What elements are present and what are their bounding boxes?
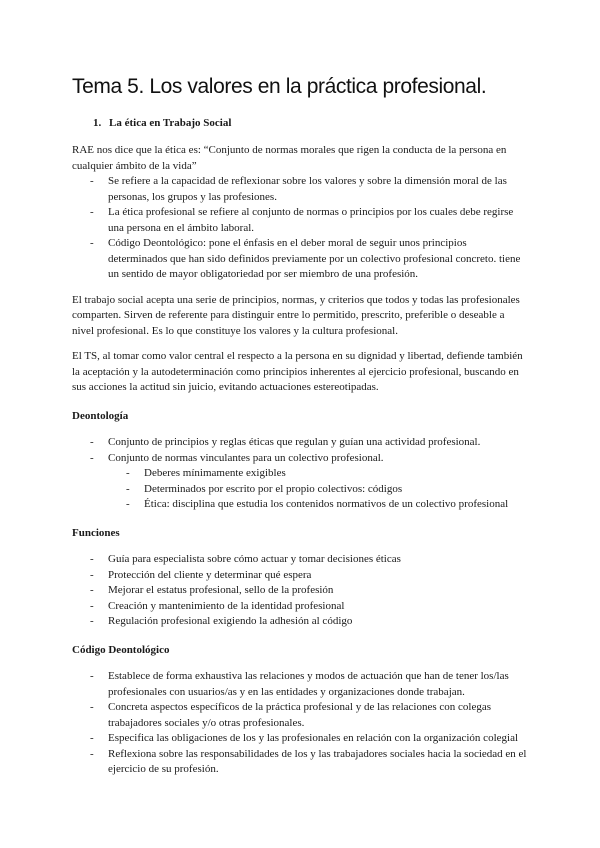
codigo-heading: Código Deontológico: [72, 643, 170, 656]
section-title: La ética en Trabajo Social: [109, 117, 232, 129]
list-item: - La ética profesional se refiere al conjunto de normas o principios por los cuales debe regirse una persona en el ámbito laboral.: [72, 205, 527, 236]
codigo-list: [72, 669, 527, 778]
list-item: - Deberes mínimamente exigibles: [72, 466, 527, 482]
deontologia-sublist: [72, 466, 527, 513]
list-item: - Concreta aspectos específicos de la práctica profesional y de las relaciones con colegas trabajadores sociales y/o otras profesionales.: [72, 700, 527, 731]
intro-paragraph: RAE nos dice que la ética es: “Conjunto de normas morales que rigen la conducta de la persona en cualquier ámbito de la vida”: [72, 144, 507, 172]
list-item: - Especifica las obligaciones de los y las profesionales en relación con la organización colegial: [72, 731, 527, 747]
list-item: - Guía para especialista sobre cómo actuar y tomar decisiones éticas: [72, 552, 527, 568]
deontologia-list: [72, 435, 527, 466]
list-item: - Se refiere a la capacidad de reflexionar sobre los valores y sobre la dimensión moral de las personas, los grupos y las profesiones.: [72, 174, 527, 205]
list-item: - Protección del cliente y determinar qué espera: [72, 568, 527, 584]
deontologia-heading: Deontología: [72, 409, 129, 422]
list-item: - Regulación profesional exigiendo la adhesión al código: [72, 614, 527, 630]
paragraph: El TS, al tomar como valor central el respecto a la persona en su dignidad y libertad, defiende también la aceptación y la autodeterminación como principios inherentes al ejercicio profesional, buscando en sus acciones la actitud sin juicio, evitando actuaciones estereotipadas.: [72, 350, 523, 393]
list-item: - Reflexiona sobre las responsabilidades de los y las trabajadores sociales hacia la sociedad en el ejercicio de su profesión.: [72, 747, 527, 778]
list-item: - Establece de forma exhaustiva las relaciones y modos de actuación que han de tener los/las profesionales con usuarios/as y en las entidades y organizaciones donde trabajan.: [72, 669, 527, 700]
document-body: [72, 143, 527, 778]
paragraph: El trabajo social acepta una serie de principios, normas, y criterios que todos y todas las profesionales comparten. Sirven de referente para distinguir entre lo permitido, prescrito, preferible o deseable a nivel profesional. Es lo que constituye los valores y la cultura profesional.: [72, 293, 520, 337]
list-item: - Mejorar el estatus profesional, sello de la profesión: [72, 583, 527, 599]
list-item: - Ética: disciplina que estudia los contenidos normativos de un colectivo profesional: [72, 497, 527, 513]
section-number: 1.: [93, 117, 102, 129]
list-item: - Código Deontológico: pone el énfasis en el deber moral de seguir unos principios determinados que han sido definidos previamente por un colectivo profesional concreto. tiene un sentido de mayor obligatoriedad por ser miembro de una profesión.: [72, 236, 527, 283]
page-title: Tema 5. Los valores en la práctica profesional.: [72, 75, 487, 98]
funciones-heading: Funciones: [72, 526, 120, 539]
section-heading: [93, 116, 231, 131]
funciones-list: [72, 552, 527, 630]
intro-list: [72, 174, 527, 283]
list-item: - Determinados por escrito por el propio colectivos: códigos: [72, 482, 527, 498]
list-item: - Creación y mantenimiento de la identidad profesional: [72, 599, 527, 615]
list-item: - Conjunto de principios y reglas éticas que regulan y guían una actividad profesional.: [72, 435, 527, 451]
list-item: - Conjunto de normas vinculantes para un colectivo profesional.: [72, 451, 527, 467]
